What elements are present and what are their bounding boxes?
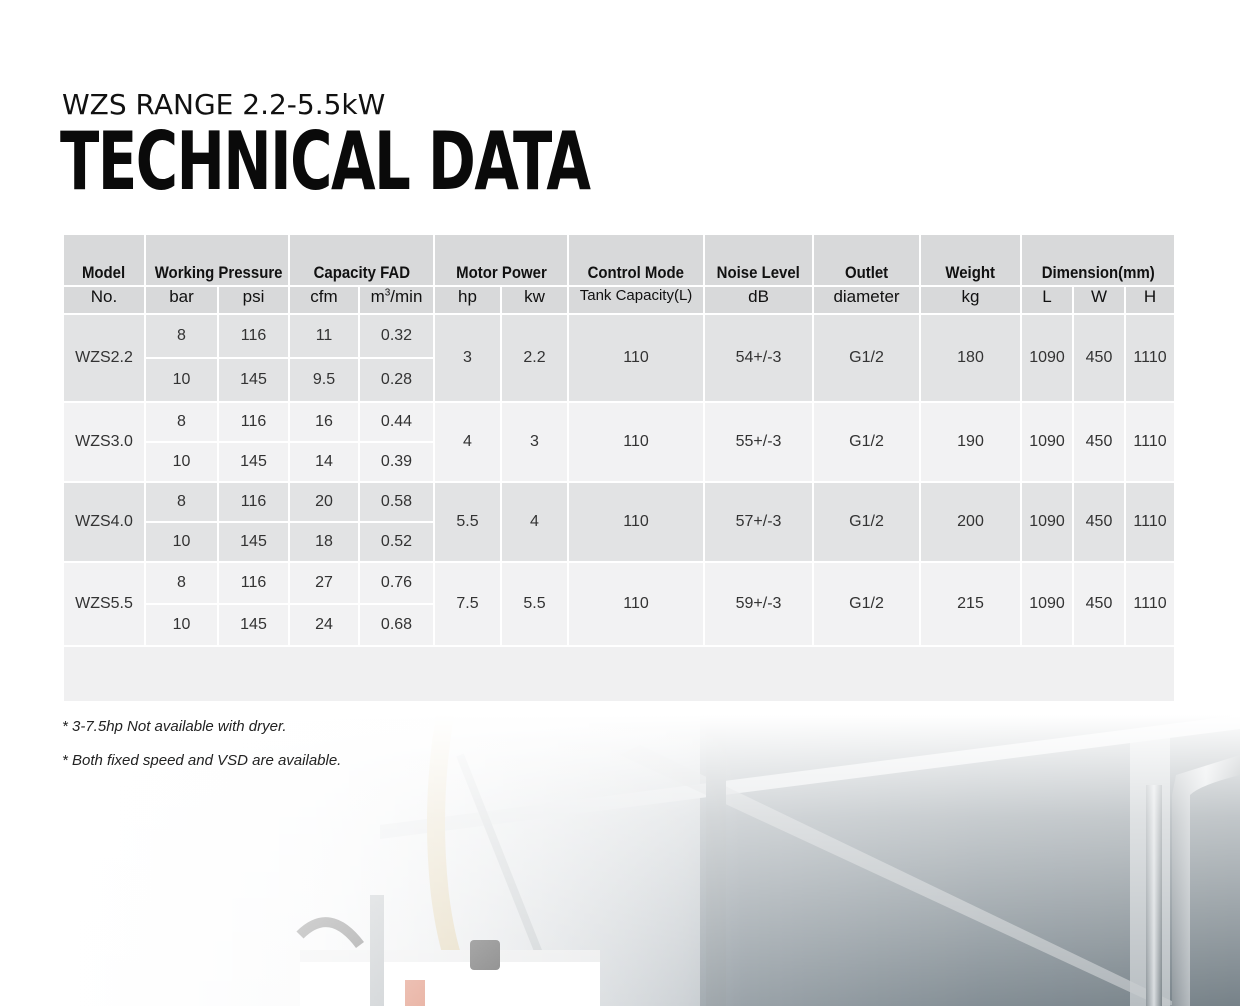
cell-noise: 55+/-3 [704, 402, 813, 482]
cell-cfm: 24 [289, 604, 359, 646]
unit-m3-min: $m^3/\min$ [359, 286, 434, 314]
table-row [63, 402, 1175, 442]
model-name: WZS5.5 [63, 562, 145, 646]
cell-m3: 0.39 [359, 442, 434, 482]
cell-outlet: G1/2 [813, 314, 920, 402]
model-name: WZS2.2 [63, 314, 145, 402]
cell-weight: 215 [920, 562, 1021, 646]
header-row-1 [63, 234, 1175, 286]
cell-outlet: G1/2 [813, 402, 920, 482]
table-row [63, 482, 1175, 522]
cell-tank: 110 [568, 562, 704, 646]
cell-h: 1110 [1125, 482, 1175, 562]
table-row [63, 314, 1175, 358]
col-noise-header: Noise Level [704, 234, 813, 286]
cell-m3: 0.68 [359, 604, 434, 646]
header-row-2 [63, 286, 1175, 314]
footnotes [62, 718, 341, 786]
unit-tank-capacity: Tank Capacity(L) [568, 286, 704, 314]
cell-tank: 110 [568, 402, 704, 482]
cell-m3: 0.44 [359, 402, 434, 442]
cell-tank: 110 [568, 482, 704, 562]
cell-m3: 0.52 [359, 522, 434, 562]
blank-cell [63, 646, 1175, 702]
cell-bar: 10 [145, 522, 218, 562]
model-name: WZS3.0 [63, 402, 145, 482]
cell-h: 1110 [1125, 562, 1175, 646]
cell-h: 1110 [1125, 402, 1175, 482]
cell-m3: 0.32 [359, 314, 434, 358]
cell-m3: 0.28 [359, 358, 434, 402]
col-control-header: Control Mode [568, 234, 704, 286]
cell-hp: 3 [434, 314, 501, 402]
range-subtitle: WZS RANGE 2.2-5.5kW [62, 88, 386, 121]
cell-kw: 2.2 [501, 314, 568, 402]
unit-kw: kw [501, 286, 568, 314]
cell-hp: 5.5 [434, 482, 501, 562]
cell-cfm: 11 [289, 314, 359, 358]
cell-noise: 57+/-3 [704, 482, 813, 562]
col-capacity-header: Capacity FAD [289, 234, 434, 286]
col-outlet-header: Outlet [813, 234, 920, 286]
cell-kw: 5.5 [501, 562, 568, 646]
cell-bar: 10 [145, 604, 218, 646]
cell-noise: 54+/-3 [704, 314, 813, 402]
cell-noise: 59+/-3 [704, 562, 813, 646]
cell-cfm: 20 [289, 482, 359, 522]
col-pressure-header: Working Pressure [145, 234, 289, 286]
cell-bar: 8 [145, 402, 218, 442]
cell-psi: 145 [218, 358, 289, 402]
cell-l: 1090 [1021, 402, 1073, 482]
cell-w: 450 [1073, 562, 1125, 646]
cell-cfm: 9.5 [289, 358, 359, 402]
cell-kw: 3 [501, 402, 568, 482]
cell-outlet: G1/2 [813, 482, 920, 562]
unit-cfm: cfm [289, 286, 359, 314]
cell-cfm: 14 [289, 442, 359, 482]
cell-psi: 116 [218, 482, 289, 522]
cell-psi: 145 [218, 604, 289, 646]
cell-w: 450 [1073, 314, 1125, 402]
col-dimension-header: Dimension(mm) [1021, 234, 1175, 286]
col-weight-header: Weight [920, 234, 1021, 286]
cell-cfm: 27 [289, 562, 359, 604]
model-name: WZS4.0 [63, 482, 145, 562]
cell-kw: 4 [501, 482, 568, 562]
cell-l: 1090 [1021, 314, 1073, 402]
footnote-dryer: * 3-7.5hp Not available with dryer. [62, 718, 287, 735]
unit-psi: psi [218, 286, 289, 314]
cell-weight: 180 [920, 314, 1021, 402]
cell-psi: 116 [218, 562, 289, 604]
cell-cfm: 16 [289, 402, 359, 442]
cell-l: 1090 [1021, 562, 1073, 646]
unit-hp: hp [434, 286, 501, 314]
cell-psi: 145 [218, 442, 289, 482]
cell-psi: 145 [218, 522, 289, 562]
cell-weight: 200 [920, 482, 1021, 562]
col-model-header: Model [63, 234, 145, 286]
cell-m3: 0.58 [359, 482, 434, 522]
cell-hp: 4 [434, 402, 501, 482]
cell-bar: 10 [145, 358, 218, 402]
cell-psi: 116 [218, 314, 289, 358]
table-row [63, 562, 1175, 604]
cell-bar: 8 [145, 482, 218, 522]
unit-diameter: diameter [813, 286, 920, 314]
cell-hp: 7.5 [434, 562, 501, 646]
cell-weight: 190 [920, 402, 1021, 482]
unit-w: W [1073, 286, 1125, 314]
cell-bar: 10 [145, 442, 218, 482]
table-footer-blank-row [63, 646, 1175, 702]
cell-cfm: 18 [289, 522, 359, 562]
unit-bar: bar [145, 286, 218, 314]
cell-outlet: G1/2 [813, 562, 920, 646]
unit-l: L [1021, 286, 1073, 314]
unit-no: No. [63, 286, 145, 314]
cell-h: 1110 [1125, 314, 1175, 402]
col-motor-header: Motor Power [434, 234, 568, 286]
cell-bar: 8 [145, 314, 218, 358]
unit-kg: kg [920, 286, 1021, 314]
cell-l: 1090 [1021, 482, 1073, 562]
technical-data-table [62, 233, 1176, 703]
unit-db: dB [704, 286, 813, 314]
cell-w: 450 [1073, 482, 1125, 562]
cell-psi: 116 [218, 402, 289, 442]
footnote-vsd: * Both fixed speed and VSD are available. [62, 752, 342, 769]
cell-bar: 8 [145, 562, 218, 604]
cell-w: 450 [1073, 402, 1125, 482]
cell-m3: 0.76 [359, 562, 434, 604]
page-title: TECHNICAL DATA [60, 115, 590, 208]
cell-tank: 110 [568, 314, 704, 402]
unit-h: H [1125, 286, 1175, 314]
